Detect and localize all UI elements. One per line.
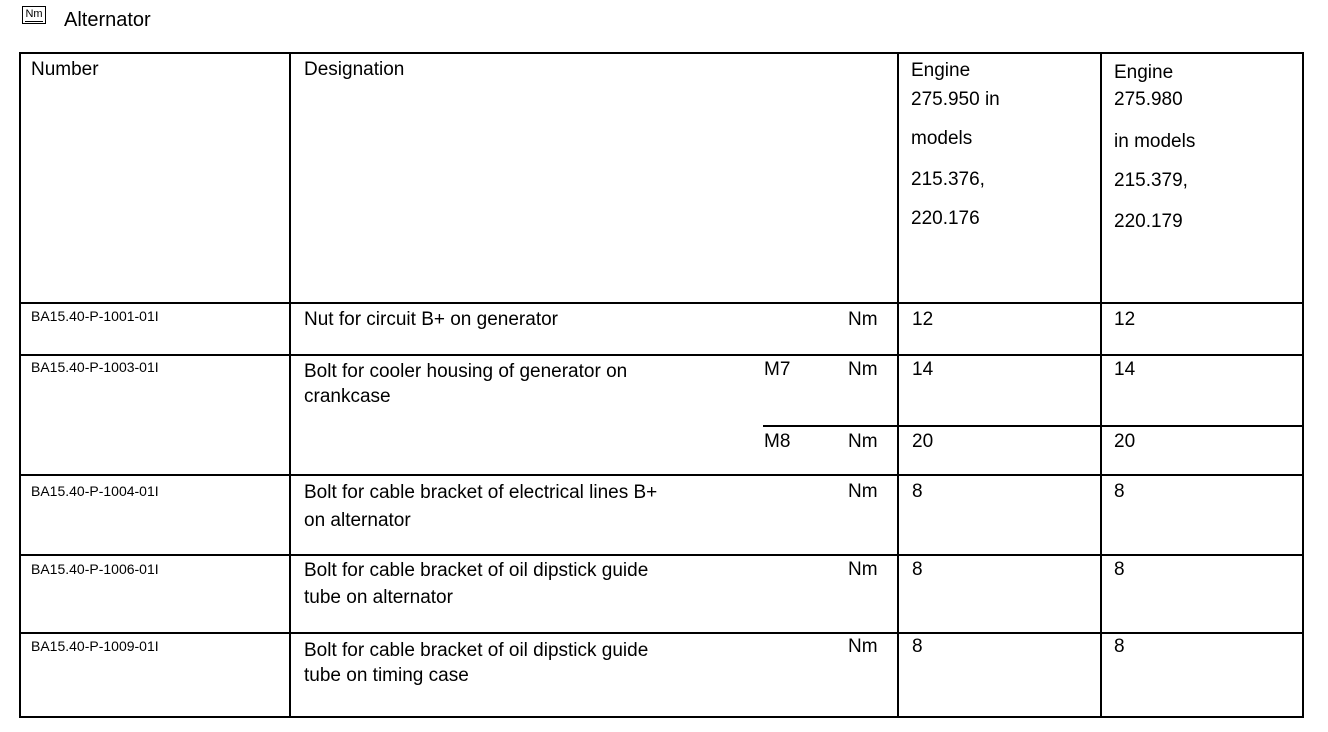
row-designation: Bolt for cable bracket of oil dipstick guide bbox=[304, 640, 649, 661]
row-value-engine1: 12 bbox=[912, 309, 934, 330]
row-number: BA15.40-P-1006-01I bbox=[31, 561, 159, 577]
row-unit: Nm bbox=[848, 636, 878, 657]
column-divider bbox=[1100, 54, 1102, 716]
row-designation: Bolt for cable bracket of oil dipstick guide bbox=[304, 560, 649, 581]
row-divider bbox=[21, 302, 1302, 304]
row-size: M7 bbox=[764, 359, 791, 380]
page-title: Alternator bbox=[64, 9, 151, 31]
row-unit: Nm bbox=[848, 359, 878, 380]
header-engine2-line: 215.379, bbox=[1114, 170, 1188, 191]
row-number: BA15.40-P-1009-01I bbox=[31, 638, 159, 654]
column-divider bbox=[289, 54, 291, 716]
row-value-engine2: 8 bbox=[1114, 559, 1125, 580]
header-engine2-line: Engine bbox=[1114, 62, 1174, 83]
row-value-engine1: 8 bbox=[912, 481, 923, 502]
torque-nm-icon: Nm bbox=[22, 6, 46, 24]
row-designation: on alternator bbox=[304, 510, 411, 531]
row-designation: Nut for circuit B+ on generator bbox=[304, 309, 558, 330]
header-designation: Designation bbox=[304, 59, 405, 80]
row-unit: Nm bbox=[848, 481, 878, 502]
row-divider bbox=[21, 632, 1302, 634]
header-engine1-line: 220.176 bbox=[911, 208, 980, 229]
row-value-engine2: 20 bbox=[1114, 431, 1136, 452]
header-engine1-line: 275.950 in bbox=[911, 89, 1000, 110]
header-number: Number bbox=[31, 59, 99, 80]
header-engine2-line: 220.179 bbox=[1114, 211, 1183, 232]
row-designation: crankcase bbox=[304, 386, 391, 407]
row-value-engine1: 20 bbox=[912, 431, 934, 452]
row-divider bbox=[21, 474, 1302, 476]
column-divider bbox=[897, 54, 899, 716]
row-designation: tube on alternator bbox=[304, 587, 453, 608]
row-unit: Nm bbox=[848, 309, 878, 330]
row-designation: Bolt for cable bracket of electrical lines B+ bbox=[304, 482, 658, 503]
row-size: M8 bbox=[764, 431, 791, 452]
torque-table bbox=[19, 52, 1304, 718]
row-unit: Nm bbox=[848, 559, 878, 580]
row-number: BA15.40-P-1001-01I bbox=[31, 308, 159, 324]
row-designation: Bolt for cooler housing of generator on bbox=[304, 361, 628, 382]
row-value-engine2: 8 bbox=[1114, 636, 1125, 657]
row-designation: tube on timing case bbox=[304, 665, 469, 686]
row-value-engine1: 8 bbox=[912, 559, 923, 580]
row-value-engine2: 8 bbox=[1114, 481, 1125, 502]
row-value-engine2: 14 bbox=[1114, 359, 1136, 380]
row-value-engine2: 12 bbox=[1114, 309, 1136, 330]
row-value-engine1: 8 bbox=[912, 636, 923, 657]
header-engine2-line: 275.980 bbox=[1114, 89, 1183, 110]
sub-row-divider bbox=[763, 425, 1302, 427]
header-engine1-line: Engine bbox=[911, 60, 971, 81]
row-number: BA15.40-P-1003-01I bbox=[31, 359, 159, 375]
header-engine1-line: 215.376, bbox=[911, 169, 985, 190]
header-engine2-line: in models bbox=[1114, 131, 1196, 152]
row-number: BA15.40-P-1004-01I bbox=[31, 483, 159, 499]
row-divider bbox=[21, 354, 1302, 356]
row-unit: Nm bbox=[848, 431, 878, 452]
row-divider bbox=[21, 554, 1302, 556]
row-value-engine1: 14 bbox=[912, 359, 934, 380]
header-engine1-line: models bbox=[911, 128, 973, 149]
